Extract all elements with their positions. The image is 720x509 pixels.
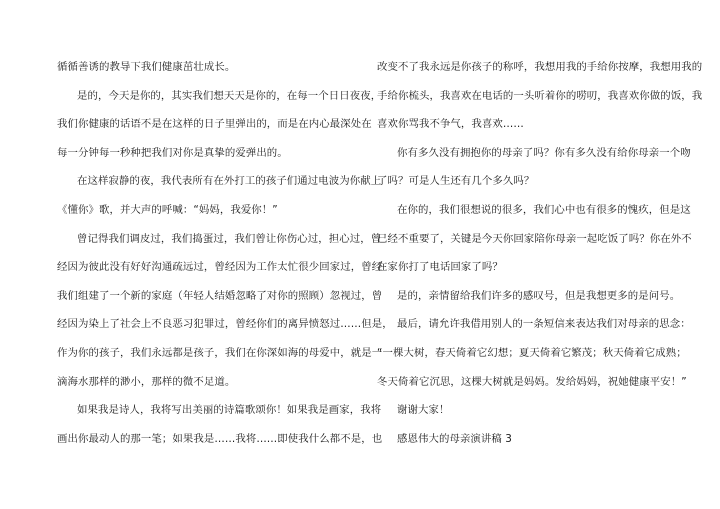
- text-line: 谢谢大家！: [397, 404, 450, 417]
- text-line: 喜欢你骂我不争气，我喜欢……: [377, 118, 524, 131]
- text-line: “一棵大树，春天倚着它幻想；夏天倚着它繁茂；秋天倚着它成熟；: [377, 347, 687, 359]
- text-line: 冬天倚着它沉思，这棵大树就是妈妈。发给妈妈，祝她健康平安！”: [377, 375, 687, 388]
- text-line: 滴海水那样的渺小，那样的微不足道。: [57, 375, 236, 388]
- text-line: 画出你最动人的那一笔；如果我是……我将……即使我什么都不是，也: [57, 432, 383, 445]
- text-line: 改变不了我永远是你孩子的称呼，我想用我的手给你按摩，我想用我的: [377, 61, 703, 73]
- text-line: 是的，今天是你的，其实我们想天天是你的，在每一个日日夜夜，: [77, 89, 382, 102]
- text-line: 每一分钟每一秒种把我们对你是真挚的爱弹出的。: [57, 146, 288, 159]
- text-line: 感恩伟大的母亲演讲稿 3: [397, 432, 513, 445]
- text-line: 经因为彼此没有好好沟通疏远过，曾经因为工作太忙很少回家过，曾经: [57, 261, 383, 274]
- text-line: 你有多久没有拥抱你的母亲了吗？你有多久没有给你母亲一个吻: [397, 146, 691, 159]
- text-line: 循循善诱的教导下我们健康茁壮成长。: [57, 61, 236, 73]
- text-line: 作为你的孩子，我们永远都是孩子，我们在你深如海的母爱中，就是一: [57, 347, 383, 359]
- text-line: 经因为染上了社会上不良恶习犯罪过，曾经你们的离异愤怒过……但是，: [57, 318, 393, 331]
- text-line: 在家你打了电话回家了吗？: [377, 261, 503, 274]
- text-line: 我们组建了一个新的家庭（年轻人结婚忽略了对你的照顾）忽视过，曾: [57, 289, 383, 302]
- text-line: 了吗？可是人生还有几个多久吗？: [377, 175, 535, 188]
- text-line: 已经不重要了，关键是今天你回家陪你母亲一起吃饭了吗？你在外不: [377, 232, 692, 245]
- text-line: 我们你健康的话语不是在这样的日子里弹出的，而是在内心最深处在: [57, 118, 372, 131]
- text-line: 手给你梳头，我喜欢在电话的一头听着你的唠叨，我喜欢你做的饭，我: [377, 89, 703, 102]
- text-line: 曾记得我们调皮过，我们捣蛋过，我们曾让你伤心过，担心过，曾: [77, 232, 382, 245]
- text-line: 《懂你》歌，并大声的呼喊：“妈妈，我爱你！”: [57, 204, 278, 216]
- text-line: 在你的，我们很想说的很多，我们心中也有很多的愧疚，但是这: [397, 204, 691, 216]
- text-line: 是的，亲情留给我们许多的感叹号，但是我想更多的是问号。: [397, 289, 681, 302]
- text-line: 最后，请允许我借用别人的一条短信来表达我们对母亲的思念：: [397, 318, 691, 331]
- text-line: 如果我是诗人，我将写出美丽的诗篇歌颂你！如果我是画家，我将: [77, 404, 382, 417]
- text-line: 在这样寂静的夜，我代表所有在外打工的孩子们通过电波为你献上: [77, 175, 382, 188]
